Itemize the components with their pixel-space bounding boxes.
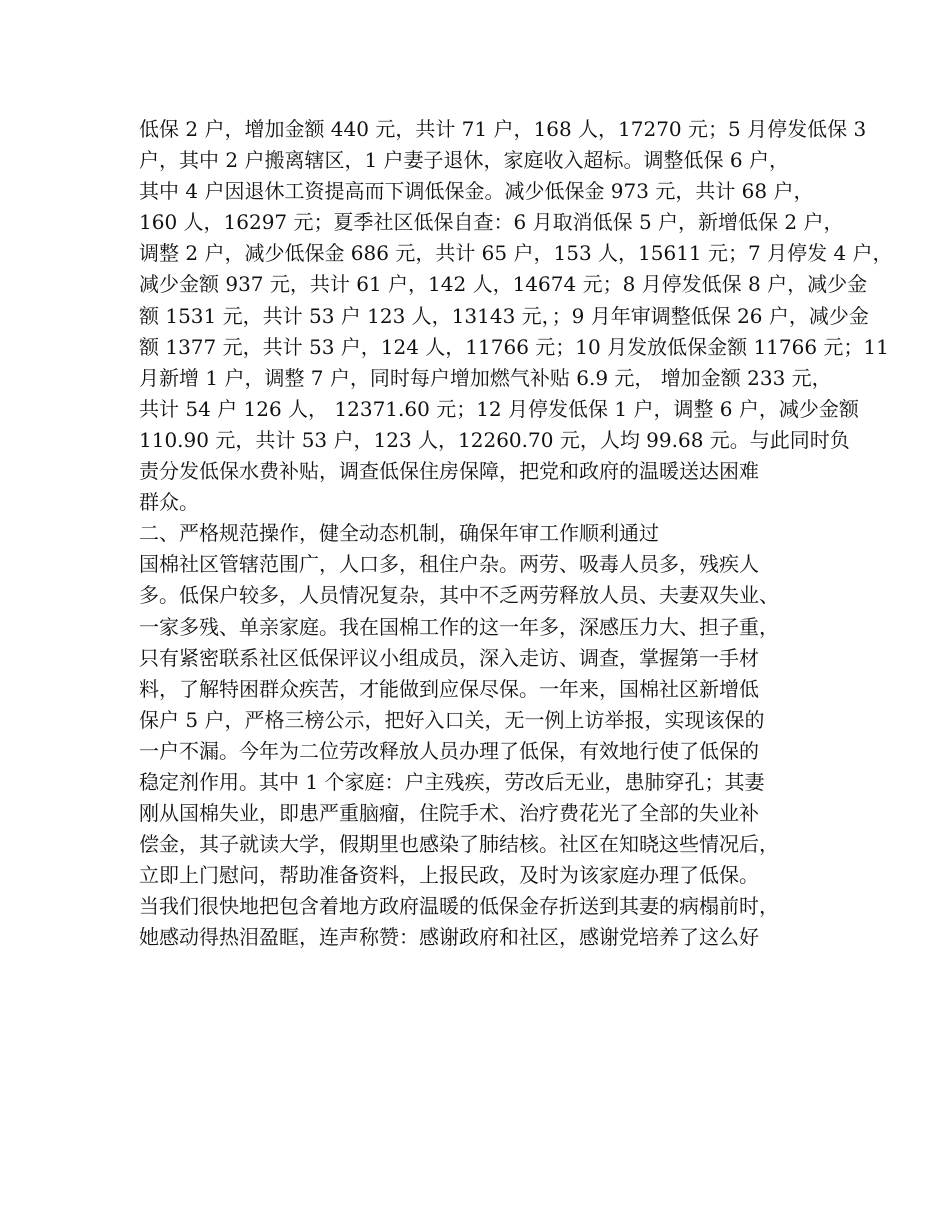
- text-line: 稳定剂作用。其中 1 个家庭：户主残疾，劳改后无业，患肺穿孔；其妻: [139, 769, 765, 794]
- text-line: 月新增 1 户，调整 7 户，同时每户增加燃气补贴 6.9 元， 增加金额 233 元，: [139, 365, 832, 390]
- text-line: 当我们很快地把包含着地方政府温暖的低保金存折送到其妻的病榻前时，: [139, 894, 779, 919]
- text-line: 一家多残、单亲家庭。我在国棉工作的这一年多，深感压力大、担子重，: [139, 614, 779, 639]
- text-line: 只有紧密联系社区低保评议小组成员，深入走访、调查，掌握第一手材: [139, 645, 759, 670]
- text-line: 其中 4 户因退休工资提高而下调低保金。减少低保金 973 元，共计 68 户，: [139, 179, 814, 204]
- text-line: 减少金额 937 元，共计 61 户，142 人，14674 元；8 月停发低保 8 户，减少金: [139, 272, 868, 297]
- text-line: 偿金，其子就读大学，假期里也感染了肺结核。社区在知晓这些情况后，: [139, 832, 779, 857]
- text-line: 一户不漏。今年为二位劳改释放人员办理了低保，有效地行使了低保的: [139, 738, 759, 763]
- text-line: 额 1377 元，共计 53 户，124 人，11766 元；10 月发放低保金额 11766 元；11: [139, 334, 889, 359]
- text-line: 国棉社区管辖范围广，人口多，租住户杂。两劳、吸毒人员多，残疾人: [139, 552, 759, 577]
- text-line: 160 人，16297 元；夏季社区低保自查：6 月取消低保 5 户，新增低保 2 户，: [139, 210, 844, 235]
- text-line: 共计 54 户 126 人， 12371.60 元；12 月停发低保 1 户，调整 6 户，减少金额: [139, 396, 859, 421]
- body-text: [139, 114, 893, 954]
- text-line: 调整 2 户，减少低保金 686 元，共计 65 户，153 人，15611 元；7 月停发 4 户，: [139, 241, 893, 266]
- text-line: 户，其中 2 户搬离辖区，1 户妻子退休，家庭收入超标。调整低保 6 户，: [139, 148, 789, 173]
- text-line: 额 1531 元，共计 53 户 123 人，13143 元，；9 月年审调整低保 26 户，减少金: [139, 303, 869, 328]
- text-line: 低保 2 户，增加金额 440 元，共计 71 户，168 人，17270 元；5 月停发低保 3: [139, 117, 867, 141]
- text-line: 责分发低保水费补贴，调查低保住房保障，把党和政府的温暖送达困难: [139, 459, 759, 484]
- text-line: 立即上门慰问，帮助准备资料，上报民政，及时为该家庭办理了低保。: [139, 863, 759, 888]
- text-line: 她感动得热泪盈眶，连声称赞：感谢政府和社区，感谢党培养了这么好: [139, 925, 759, 950]
- text-line: 群众。: [139, 490, 199, 515]
- section-heading: 二、严格规范操作，健全动态机制，确保年审工作顺利通过: [139, 521, 659, 546]
- text-line: 多。低保户较多，人员情况复杂，其中不乏两劳释放人员、夫妻双失业、: [139, 583, 779, 608]
- text-line: 保户 5 户，严格三榜公示，把好入口关，无一例上访举报，实现该保的: [139, 707, 765, 732]
- text-line: 110.90 元，共计 53 户，123 人，12260.70 元，人均 99.68 元。与此同时负: [139, 427, 850, 452]
- text-line: 刚从国棉失业，即患严重脑瘤，住院手术、治疗费花光了全部的失业补: [139, 801, 759, 826]
- text-line: 料，了解特困群众疾苦，才能做到应保尽保。一年来，国棉社区新增低: [139, 676, 759, 701]
